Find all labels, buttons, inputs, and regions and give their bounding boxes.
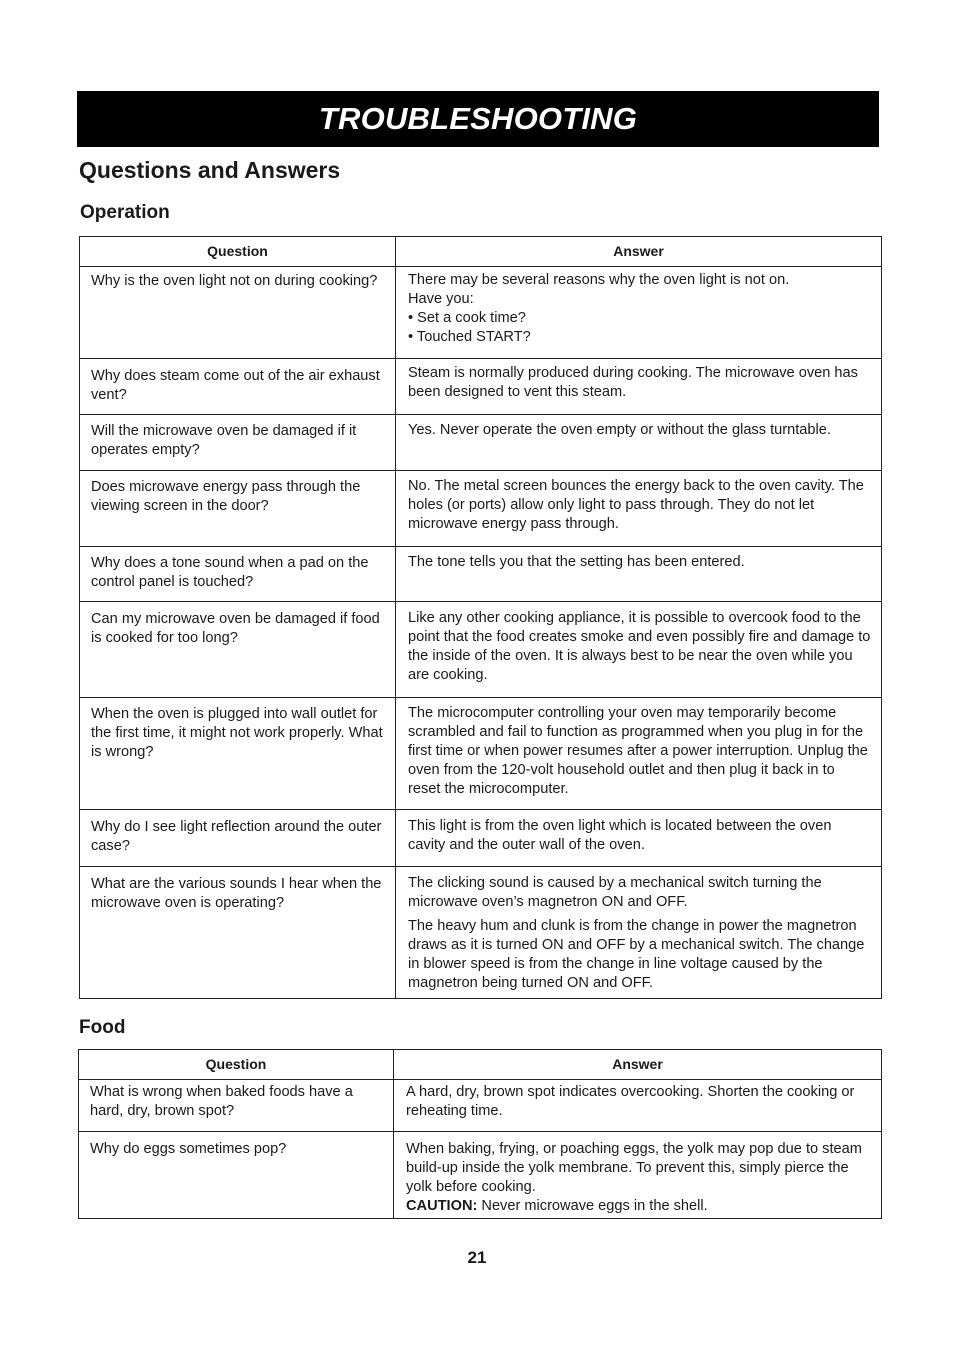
table-row: [79, 1080, 882, 1132]
answer-line: There may be several reasons why the oven light is not on.: [408, 272, 790, 288]
food-table: [78, 1049, 882, 1219]
answer-column-header: Answer: [394, 1050, 882, 1080]
answer-cell: [394, 1132, 882, 1219]
table-row: [80, 867, 882, 999]
question-cell: Can my microwave oven be damaged if food is cooked for too long?: [80, 602, 396, 698]
question-cell: Why do eggs sometimes pop?: [79, 1132, 394, 1219]
page-title: TROUBLESHOOTING: [318, 101, 638, 136]
operation-table: [79, 236, 882, 999]
table-header-row: [79, 1050, 882, 1080]
question-cell: Does microwave energy pass through the viewing screen in the door?: [80, 471, 396, 547]
question-cell: Why do I see light reflection around the outer case?: [80, 810, 396, 867]
answer-line: Have you:: [408, 291, 474, 307]
question-cell: What are the various sounds I hear when the microwave oven is operating?: [80, 867, 396, 999]
answer-paragraph: The heavy hum and clunk is from the change in power the magnetron draws as it is turned ON and OFF by a mechanical switch. The change in blower speed is from the change in line voltage caused by the magnetron being turned ON and OFF.: [408, 918, 865, 991]
table-row: [79, 1132, 882, 1219]
answer-line: • Set a cook time?: [408, 310, 526, 326]
answer-cell: Yes. Never operate the oven empty or without the glass turntable.: [396, 415, 882, 471]
question-cell: Will the microwave oven be damaged if it operates empty?: [80, 415, 396, 471]
answer-column-header: Answer: [396, 237, 882, 267]
caution-text: Never microwave eggs in the shell.: [477, 1198, 708, 1214]
operation-heading: Operation: [80, 202, 170, 223]
section-subtitle: Questions and Answers: [79, 157, 341, 183]
table-row: [80, 415, 882, 471]
answer-text: When baking, frying, or poaching eggs, the yolk may pop due to steam build-up inside the yolk membrane. To prevent this, simply pierce the yolk before cooking.: [406, 1141, 862, 1195]
table-row: [80, 471, 882, 547]
table-header-row: [80, 237, 882, 267]
caution-label: CAUTION:: [406, 1198, 478, 1214]
answer-cell: No. The metal screen bounces the energy back to the oven cavity. The holes (or ports) allow only light to pass through. They do not let microwave energy pass through.: [396, 471, 882, 547]
answer-cell: This light is from the oven light which is located between the oven cavity and the outer wall of the oven.: [396, 810, 882, 867]
question-cell: Why does a tone sound when a pad on the control panel is touched?: [80, 547, 396, 602]
table-row: [80, 602, 882, 698]
answer-cell: Like any other cooking appliance, it is possible to overcook food to the point that the food creates smoke and even possibly fire and damage to the inside of the oven. It is always best to be near the oven while you are cooking.: [396, 602, 882, 698]
question-cell: What is wrong when baked foods have a hard, dry, brown spot?: [79, 1080, 394, 1132]
table-row: [80, 359, 882, 415]
question-cell: Why is the oven light not on during cooking?: [80, 267, 396, 359]
answer-cell: The microcomputer controlling your oven may temporarily become scrambled and fail to function as programmed when you plug in for the first time or when power resumes after a power interruption. Unplug the oven from the 120-volt household outlet and then plug it back in to reset the microcomputer.: [396, 698, 882, 810]
title-banner: [77, 91, 879, 147]
question-cell: When the oven is plugged into wall outlet for the first time, it might not work properly. What is wrong?: [80, 698, 396, 810]
food-heading: Food: [79, 1017, 126, 1038]
page-number: 21: [467, 1248, 487, 1267]
answer-paragraph: The clicking sound is caused by a mechanical switch turning the microwave oven’s magnetron ON and OFF.: [408, 875, 822, 910]
caution-note: [406, 1197, 871, 1216]
answer-cell: A hard, dry, brown spot indicates overcooking. Shorten the cooking or reheating time.: [394, 1080, 882, 1132]
table-row: [80, 698, 882, 810]
table-row: [80, 810, 882, 867]
answer-cell: [396, 867, 882, 999]
question-column-header: Question: [79, 1050, 394, 1080]
answer-line: • Touched START?: [408, 329, 531, 345]
question-cell: Why does steam come out of the air exhaust vent?: [80, 359, 396, 415]
question-column-header: Question: [80, 237, 396, 267]
answer-cell: Steam is normally produced during cooking. The microwave oven has been designed to vent this steam.: [396, 359, 882, 415]
answer-cell: The tone tells you that the setting has been entered.: [396, 547, 882, 602]
table-row: [80, 267, 882, 359]
answer-cell: [396, 267, 882, 359]
table-row: [80, 547, 882, 602]
